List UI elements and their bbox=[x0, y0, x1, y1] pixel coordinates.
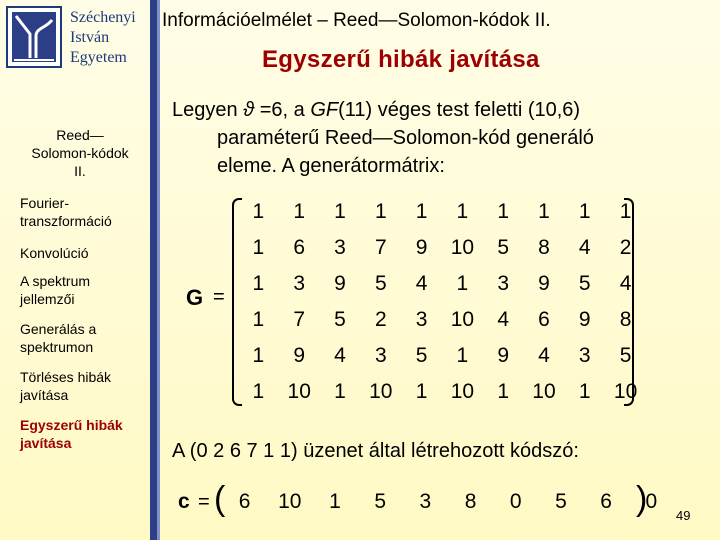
matrix-cell: 1 bbox=[252, 200, 265, 223]
logo-line-3: Egyetem bbox=[70, 49, 127, 66]
matrix-cell: 1 bbox=[456, 344, 469, 367]
matrix-cell: 1 bbox=[456, 200, 469, 223]
nav-item-generalas[interactable]: Generálás a spektrumon bbox=[20, 321, 97, 355]
codeword-value: 5 bbox=[555, 490, 567, 513]
intro-line-2: paraméterű Reed—Solomon-kód generáló bbox=[217, 127, 594, 149]
codeword-value: 6 bbox=[238, 490, 251, 513]
intro-text: (11) véges test feletti (10,6) bbox=[338, 99, 581, 121]
matrix-cell: 5 bbox=[415, 344, 428, 367]
current-section-line: Reed— bbox=[56, 127, 104, 143]
theta-symbol: ϑ bbox=[243, 99, 255, 121]
matrix-cell: 3 bbox=[578, 344, 591, 367]
matrix-row bbox=[238, 194, 646, 230]
matrix-cell: 1 bbox=[456, 272, 469, 295]
matrix-cell: 1 bbox=[497, 380, 510, 403]
codeword-value: 0 bbox=[645, 490, 658, 513]
matrix-cell: 3 bbox=[374, 344, 387, 367]
matrix-cell: 10 bbox=[450, 380, 475, 403]
slide-title: Egyszerű hibák javítása bbox=[262, 46, 540, 73]
matrix-cell: 10 bbox=[613, 380, 638, 403]
matrix-cell: 1 bbox=[252, 236, 265, 259]
matrix-cell: 4 bbox=[538, 344, 550, 367]
accent-bar-shadow bbox=[157, 0, 160, 540]
matrix-cell: 4 bbox=[334, 344, 346, 367]
codeword-value: 5 bbox=[374, 490, 386, 513]
codeword-value: 3 bbox=[419, 490, 432, 513]
course-title: Információelmélet – Reed—Solomon-kódok II. bbox=[162, 10, 551, 31]
nav-item-egyszeru[interactable]: Egyszerű hibák javítása bbox=[20, 417, 123, 451]
matrix-cell: 7 bbox=[293, 308, 306, 331]
generator-matrix bbox=[238, 194, 646, 410]
accent-bar bbox=[150, 0, 157, 540]
matrix-cell: 6 bbox=[293, 236, 306, 259]
matrix-row bbox=[238, 230, 646, 266]
matrix-row bbox=[238, 302, 646, 338]
matrix-cell: 1 bbox=[252, 380, 265, 403]
matrix-cell: 5 bbox=[334, 308, 346, 331]
matrix-cell: 9 bbox=[538, 272, 550, 295]
codeword-value: 6 bbox=[600, 490, 612, 513]
matrix-cell: 1 bbox=[252, 344, 265, 367]
matrix-cell: 8 bbox=[538, 236, 550, 259]
matrix-cell: 8 bbox=[619, 308, 632, 331]
intro-paragraph bbox=[172, 96, 712, 180]
current-section-line: II. bbox=[74, 163, 86, 179]
matrix-cell: 3 bbox=[334, 236, 346, 259]
intro-line-3: eleme. A generátormátrix: bbox=[217, 155, 445, 177]
matrix-cell: 10 bbox=[532, 380, 556, 403]
matrix-cell: 9 bbox=[578, 308, 591, 331]
g-symbol: G bbox=[186, 285, 204, 310]
matrix-cell: 9 bbox=[334, 272, 346, 295]
matrix-cell: 1 bbox=[538, 200, 550, 223]
intro-line-1 bbox=[172, 96, 712, 124]
intro-text: Legyen bbox=[172, 99, 244, 121]
codeword-vector bbox=[222, 490, 674, 514]
equals-sign: = bbox=[198, 491, 210, 513]
matrix-cell: 1 bbox=[415, 200, 428, 223]
matrix-cell: 1 bbox=[619, 200, 632, 223]
matrix-cell: 5 bbox=[619, 344, 632, 367]
page-number: 49 bbox=[676, 508, 691, 523]
matrix-cell: 1 bbox=[252, 308, 265, 331]
logo-line-1: Széchenyi bbox=[70, 9, 136, 26]
gf-text: GF bbox=[310, 99, 339, 121]
matrix-cell: 3 bbox=[415, 308, 428, 331]
intro-text: =6, a bbox=[254, 99, 311, 121]
matrix-cell: 9 bbox=[415, 236, 428, 259]
matrix-cell: 10 bbox=[450, 236, 475, 259]
matrix-cell: 1 bbox=[252, 272, 265, 295]
matrix-cell: 9 bbox=[497, 344, 510, 367]
matrix-cell: 4 bbox=[497, 308, 510, 331]
sidebar bbox=[0, 0, 148, 540]
matrix-cell: 1 bbox=[293, 200, 306, 223]
nav-item-fourier[interactable]: Fourier-transzformáció bbox=[20, 195, 112, 229]
matrix-cell: 10 bbox=[369, 380, 393, 403]
nav-item-spektrum[interactable]: A spektrum jellemzői bbox=[20, 273, 91, 307]
matrix-cell: 1 bbox=[415, 380, 428, 403]
matrix-cell: 4 bbox=[619, 272, 632, 295]
matrix-cell: 6 bbox=[538, 308, 550, 331]
equals-sign: = bbox=[213, 286, 225, 308]
codeword-caption: A (0 2 6 7 1 1) üzenet által létrehozott kódszó: bbox=[172, 440, 579, 462]
logo-line-2: István bbox=[70, 29, 110, 46]
matrix-row bbox=[238, 266, 646, 302]
matrix-cell: 5 bbox=[374, 272, 387, 295]
matrix-cell: 4 bbox=[415, 272, 428, 295]
matrix-cell: 1 bbox=[334, 200, 346, 223]
matrix-cell: 10 bbox=[450, 308, 475, 331]
codeword-left-paren: ( bbox=[214, 480, 226, 518]
nav-item-torleses[interactable]: Törléses hibák javítása bbox=[20, 369, 112, 403]
current-section-label bbox=[10, 126, 150, 180]
nav-item-konvolucio[interactable]: Konvolúció bbox=[20, 245, 89, 261]
matrix-cell: 2 bbox=[619, 236, 632, 259]
codeword-right-paren: ) bbox=[636, 480, 648, 518]
matrix-cell: 5 bbox=[578, 272, 591, 295]
matrix-cell: 1 bbox=[497, 200, 510, 223]
matrix-cell: 3 bbox=[497, 272, 510, 295]
matrix-cell: 7 bbox=[374, 236, 387, 259]
matrix-cell: 4 bbox=[578, 236, 591, 259]
matrix-cell: 3 bbox=[293, 272, 306, 295]
matrix-row bbox=[238, 374, 646, 410]
codeword-value: 10 bbox=[278, 490, 302, 513]
codeword-value: 8 bbox=[464, 490, 477, 513]
matrix-cell: 1 bbox=[578, 200, 591, 223]
matrix-cell: 2 bbox=[374, 308, 387, 331]
codeword-value: 0 bbox=[509, 490, 522, 513]
matrix-row bbox=[238, 338, 646, 374]
matrix-cell: 1 bbox=[334, 380, 346, 403]
matrix-cell: 10 bbox=[287, 380, 311, 403]
matrix-cell: 1 bbox=[374, 200, 387, 223]
codeword-value: 1 bbox=[329, 490, 341, 513]
matrix-cell: 5 bbox=[497, 236, 510, 259]
c-symbol: c bbox=[178, 490, 190, 513]
matrix-cell: 1 bbox=[578, 380, 591, 403]
current-section-line: Solomon-kódok bbox=[31, 145, 129, 161]
matrix-cell: 9 bbox=[293, 344, 306, 367]
